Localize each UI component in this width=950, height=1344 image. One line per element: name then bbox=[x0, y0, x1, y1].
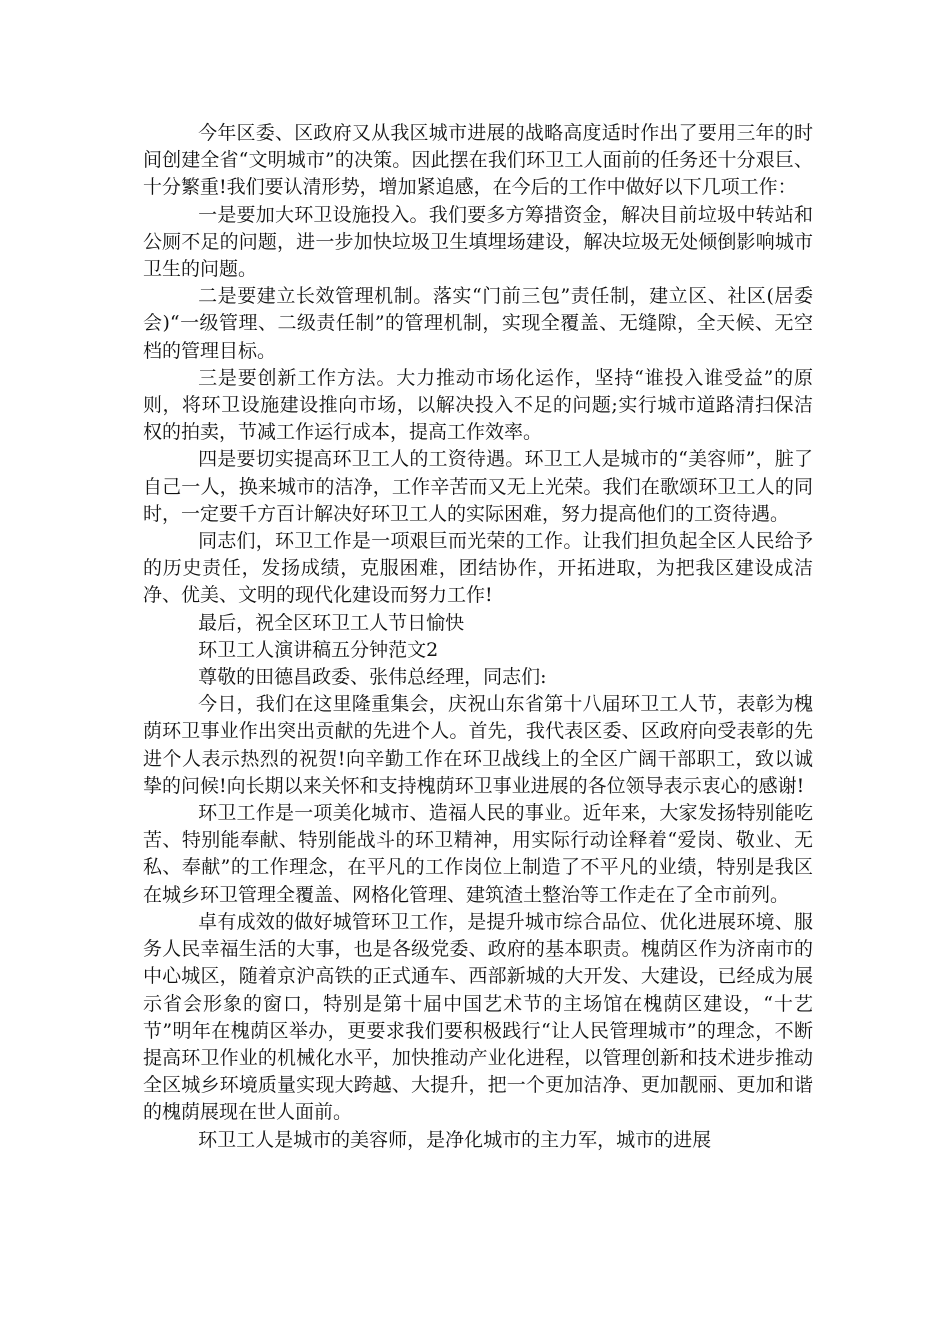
body-paragraph: 二是要建立长效管理机制。落实“门前三包”责任制，建立区、社区(居委会)“一级管理、二级责任制”的管理机制，实现全覆盖、无缝隙，全天候、无空档的管理目标。 bbox=[143, 285, 813, 362]
body-paragraph: 今日，我们在这里隆重集会，庆祝山东省第十八届环卫工人节，表彰为槐荫环卫事业作出突出贡献的先进个人。首先，我代表区委、区政府向受表彰的先进个人表示热烈的祝贺!向辛勤工作在环卫战线上的全区广阔干部职工，致以诚挚的问候!向长期以来关怀和支持槐荫环卫事业进展的各位领导表示衷心的感谢! bbox=[143, 693, 813, 797]
document-body bbox=[143, 120, 813, 1154]
body-paragraph: 三是要创新工作方法。大力推动市场化运作，坚持“谁投入谁受益”的原则，将环卫设施建设推向市场，以解决投入不足的问题;实行城市道路清扫保洁权的拍卖，节减工作运行成本，提高工作效率。 bbox=[143, 366, 813, 444]
body-paragraph: 环卫工人是城市的美容师，是净化城市的主力军，城市的进展 bbox=[198, 1128, 712, 1151]
body-paragraph: 卓有成效的做好城管环卫工作，是提升城市综合品位、优化进展环境、服务人民幸福生活的大事，也是各级党委、政府的基本职责。槐荫区作为济南市的中心城区，随着京沪高铁的正式通车、西部新城的大开发、大建设，已经成为展示省会形象的窗口，特别是第十届中国艺术节的主场馆在槐荫区建设，“十艺节”明年在槐荫区举办，更要求我们要积极践行“让人民管理城市”的理念，不断提高环卫作业的机械化水平，加快推动产业化进程，以管理创新和技术进步推动全区城乡环境质量实现大跨越、大提升，把一个更加洁净、更加靓丽、更加和谐的槐荫展现在世人面前。 bbox=[143, 910, 813, 1124]
body-paragraph: 一是要加大环卫设施投入。我们要多方筹措资金，解决目前垃圾中转站和公厕不足的问题，进一步加快垃圾卫生填埋场建设，解决垃圾无处倾倒影响城市卫生的问题。 bbox=[143, 203, 813, 281]
salutation: 尊敬的田德昌政委、张伟总经理，同志们: bbox=[198, 666, 547, 689]
body-paragraph: 四是要切实提高环卫工人的工资待遇。环卫工人是城市的“美容师”，脏了自己一人，换来城市的洁净，工作辛苦而又无上光荣。我们在歌颂环卫工人的同时，一定要千方百计解决好环卫工人的实际困难，努力提高他们的工资待遇。 bbox=[143, 448, 813, 525]
body-paragraph: 同志们，环卫工作是一项艰巨而光荣的工作。让我们担负起全区人民给予的历史责任，发扬成绩，克服困难，团结协作，开拓进取，为把我区建设成洁净、优美、文明的现代化建设而努力工作! bbox=[143, 530, 813, 607]
body-paragraph: 今年区委、区政府又从我区城市进展的战略高度适时作出了要用三年的时间创建全省“文明城市”的决策。因此摆在我们环卫工人面前的任务还十分艰巨、十分繁重!我们要认清形势，增加紧追感，在今后的工作中做好以下几项工作： bbox=[143, 122, 813, 199]
closing-line: 最后，祝全区环卫工人节日愉快 bbox=[198, 611, 465, 634]
body-paragraph: 环卫工作是一项美化城市、造福人民的事业。近年来，大家发扬特别能吃苦、特别能奉献、特别能战斗的环卫精神，用实际行动诠释着“爱岗、敬业、无私、奉献”的工作理念，在平凡的工作岗位上制造了不平凡的业绩，特别是我区在城乡环卫管理全覆盖、网格化管理、建筑渣土整治等工作走在了全市前列。 bbox=[143, 802, 813, 906]
section-heading: 环卫工人演讲稿五分钟范文2 bbox=[198, 638, 439, 661]
